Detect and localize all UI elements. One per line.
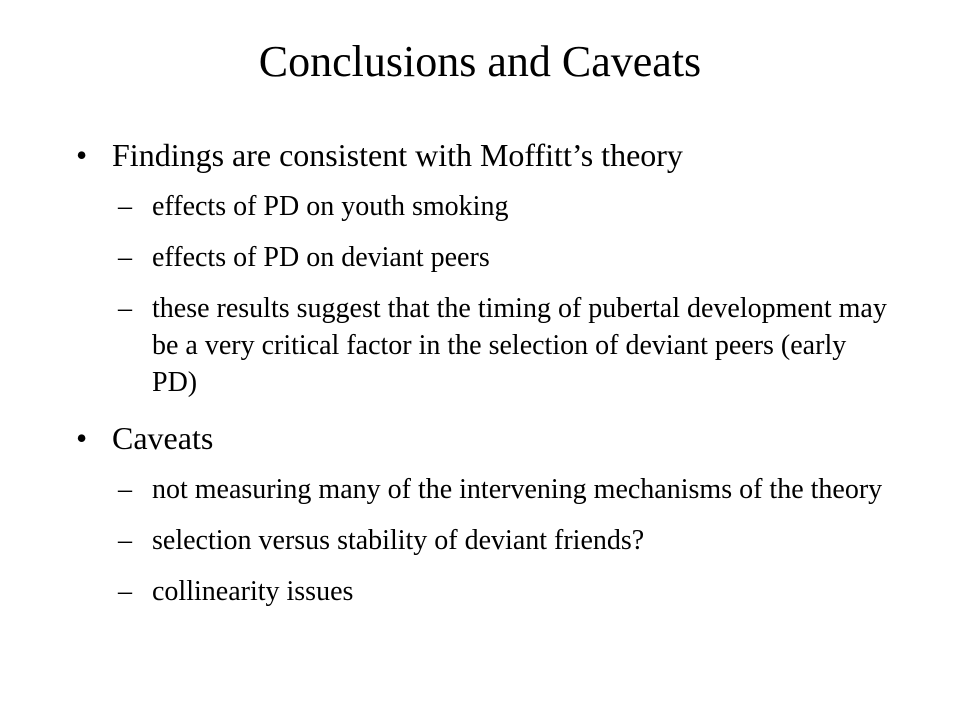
bullet-text: Findings are consistent with Moffitt’s theory (112, 137, 683, 173)
sub-item-text: these results suggest that the timing of pubertal development may be a very critical factor in the selection of deviant peers (early PD) (152, 293, 887, 398)
sub-item (76, 239, 896, 276)
slide-content (76, 132, 896, 624)
dash-icon: – (118, 242, 132, 273)
bullet-findings (76, 132, 896, 178)
dash-icon: – (118, 191, 132, 222)
bullet-text: Caveats (112, 420, 214, 456)
slide-title: Conclusions and Caveats (258, 37, 702, 86)
sub-item-text: collinearity issues (152, 576, 354, 607)
dash-icon: – (118, 474, 132, 505)
sub-item-text: not measuring many of the intervening mechanisms of the theory (152, 474, 883, 505)
sub-item-text: effects of PD on youth smoking (152, 191, 509, 222)
sub-list-findings (76, 188, 896, 401)
dash-icon: – (118, 525, 132, 556)
bullet-caveats (76, 415, 896, 461)
sub-item-text: effects of PD on deviant peers (152, 242, 490, 273)
bullet-dot-icon: • (76, 137, 88, 173)
sub-item (76, 522, 896, 559)
bullet-dot-icon: • (76, 420, 88, 456)
dash-icon: – (118, 576, 132, 607)
sub-item (76, 573, 896, 610)
sub-item (76, 290, 896, 401)
sub-item (76, 188, 896, 225)
sub-list-caveats (76, 471, 896, 610)
dash-icon: – (118, 293, 132, 324)
sub-item (76, 471, 896, 508)
sub-item-text: selection versus stability of deviant friends? (152, 525, 645, 556)
